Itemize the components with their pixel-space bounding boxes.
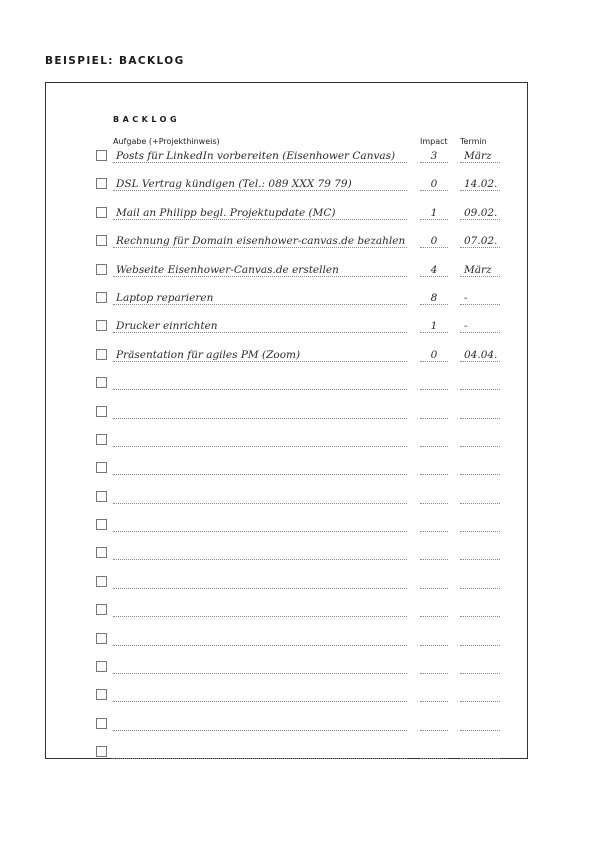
termin-line <box>460 474 500 475</box>
termin-line <box>460 304 500 305</box>
impact-line <box>420 559 448 560</box>
termin-value: 04.04. <box>464 348 498 361</box>
task-line <box>113 162 407 163</box>
task-text: Posts für LinkedIn vorbereiten (Eisenhower Canvas) <box>116 150 396 162</box>
task-checkbox[interactable] <box>96 264 107 275</box>
task-checkbox[interactable] <box>96 150 107 161</box>
page-heading: BEISPIEL: BACKLOG <box>45 55 185 67</box>
task-checkbox[interactable] <box>96 689 107 700</box>
backlog-row <box>46 431 527 459</box>
task-checkbox[interactable] <box>96 633 107 644</box>
task-checkbox[interactable] <box>96 320 107 331</box>
backlog-row <box>46 147 527 175</box>
impact-value: 1 <box>430 206 438 219</box>
termin-line <box>460 588 500 589</box>
impact-line <box>420 758 448 759</box>
impact-line <box>420 531 448 532</box>
task-line <box>113 474 407 475</box>
termin-line <box>460 645 500 646</box>
backlog-row <box>46 715 527 743</box>
termin-line <box>460 418 500 419</box>
impact-value: 0 <box>430 348 438 361</box>
task-text: Rechnung für Domain eisenhower-canvas.de bezahlen <box>116 235 406 248</box>
impact-value: 1 <box>430 320 438 333</box>
impact-line <box>420 389 448 390</box>
backlog-row <box>46 488 527 516</box>
impact-line <box>420 361 448 362</box>
termin-line <box>460 616 500 617</box>
task-text: Mail an Philipp begl. Projektupdate (MC) <box>116 206 336 219</box>
backlog-row <box>46 261 527 289</box>
backlog-row <box>46 317 527 345</box>
impact-line <box>420 701 448 702</box>
backlog-row <box>46 289 527 317</box>
termin-line <box>460 332 500 333</box>
task-line <box>113 446 407 447</box>
task-checkbox[interactable] <box>96 718 107 729</box>
termin-line <box>460 503 500 504</box>
task-line <box>113 758 407 759</box>
task-line <box>113 730 407 731</box>
column-header-impact: Impact <box>420 137 448 146</box>
termin-line <box>460 559 500 560</box>
task-checkbox[interactable] <box>96 349 107 360</box>
task-checkbox[interactable] <box>96 406 107 417</box>
impact-line <box>420 588 448 589</box>
impact-line <box>420 190 448 191</box>
backlog-row <box>46 175 527 203</box>
impact-line <box>420 247 448 248</box>
task-text: Präsentation für agiles PM (Zoom) <box>116 348 301 361</box>
backlog-row <box>46 232 527 260</box>
task-checkbox[interactable] <box>96 207 107 218</box>
termin-line <box>460 730 500 731</box>
termin-line <box>460 247 500 248</box>
task-text: Drucker einrichten <box>116 320 218 333</box>
backlog-list <box>46 147 527 772</box>
task-line <box>113 645 407 646</box>
task-line <box>113 190 407 191</box>
task-line <box>113 389 407 390</box>
backlog-row <box>46 544 527 572</box>
backlog-sheet <box>45 82 528 759</box>
termin-value: März <box>464 150 492 162</box>
task-line <box>113 588 407 589</box>
task-checkbox[interactable] <box>96 377 107 388</box>
termin-line <box>460 162 500 163</box>
backlog-row <box>46 601 527 629</box>
termin-value: - <box>464 291 468 304</box>
impact-line <box>420 304 448 305</box>
task-line <box>113 616 407 617</box>
backlog-row <box>46 743 527 771</box>
termin-line <box>460 701 500 702</box>
task-line <box>113 559 407 560</box>
termin-line <box>460 276 500 277</box>
termin-value: 14.02. <box>464 178 498 191</box>
task-line <box>113 304 407 305</box>
task-checkbox[interactable] <box>96 576 107 587</box>
backlog-row <box>46 516 527 544</box>
task-checkbox[interactable] <box>96 604 107 615</box>
task-checkbox[interactable] <box>96 235 107 246</box>
backlog-row <box>46 658 527 686</box>
termin-line <box>460 389 500 390</box>
impact-line <box>420 673 448 674</box>
task-checkbox[interactable] <box>96 547 107 558</box>
impact-value: 0 <box>430 178 438 191</box>
task-line <box>113 503 407 504</box>
impact-value: 3 <box>430 150 438 162</box>
termin-line <box>460 531 500 532</box>
termin-value: März <box>464 263 492 276</box>
impact-line <box>420 474 448 475</box>
impact-line <box>420 645 448 646</box>
task-line <box>113 418 407 419</box>
task-line <box>113 219 407 220</box>
backlog-row <box>46 204 527 232</box>
impact-line <box>420 418 448 419</box>
impact-line <box>420 219 448 220</box>
task-text: Laptop reparieren <box>116 291 214 304</box>
task-checkbox[interactable] <box>96 434 107 445</box>
task-checkbox[interactable] <box>96 661 107 672</box>
task-text: DSL Vertrag kündigen (Tel.: 089 XXX 79 79) <box>116 178 352 191</box>
termin-value: 07.02. <box>464 235 498 248</box>
task-checkbox[interactable] <box>96 462 107 473</box>
column-header-task: Aufgabe (+Projekthinweis) <box>113 137 220 146</box>
task-text: Webseite Eisenhower-Canvas.de erstellen <box>116 263 339 276</box>
task-line <box>113 673 407 674</box>
termin-value: 09.02. <box>464 206 498 219</box>
termin-value: - <box>464 320 468 333</box>
task-line <box>113 276 407 277</box>
termin-line <box>460 361 500 362</box>
sheet-title: BACKLOG <box>113 115 181 124</box>
backlog-row <box>46 686 527 714</box>
task-line <box>113 361 407 362</box>
impact-line <box>420 616 448 617</box>
task-line <box>113 247 407 248</box>
task-checkbox[interactable] <box>96 491 107 502</box>
task-checkbox[interactable] <box>96 178 107 189</box>
impact-line <box>420 162 448 163</box>
termin-line <box>460 673 500 674</box>
termin-line <box>460 219 500 220</box>
backlog-row <box>46 459 527 487</box>
backlog-row <box>46 630 527 658</box>
task-checkbox[interactable] <box>96 519 107 530</box>
column-header-termin: Termin <box>460 137 487 146</box>
backlog-row <box>46 374 527 402</box>
backlog-row <box>46 346 527 374</box>
impact-value: 8 <box>430 291 438 304</box>
impact-line <box>420 503 448 504</box>
task-checkbox[interactable] <box>96 292 107 303</box>
task-line <box>113 701 407 702</box>
backlog-row <box>46 403 527 431</box>
impact-value: 0 <box>430 235 438 248</box>
task-line <box>113 332 407 333</box>
task-line <box>113 531 407 532</box>
impact-line <box>420 730 448 731</box>
impact-line <box>420 446 448 447</box>
backlog-row <box>46 573 527 601</box>
impact-line <box>420 276 448 277</box>
impact-value: 4 <box>430 263 438 276</box>
termin-line <box>460 190 500 191</box>
task-checkbox[interactable] <box>96 746 107 757</box>
termin-line <box>460 446 500 447</box>
termin-line <box>460 758 500 759</box>
impact-line <box>420 332 448 333</box>
